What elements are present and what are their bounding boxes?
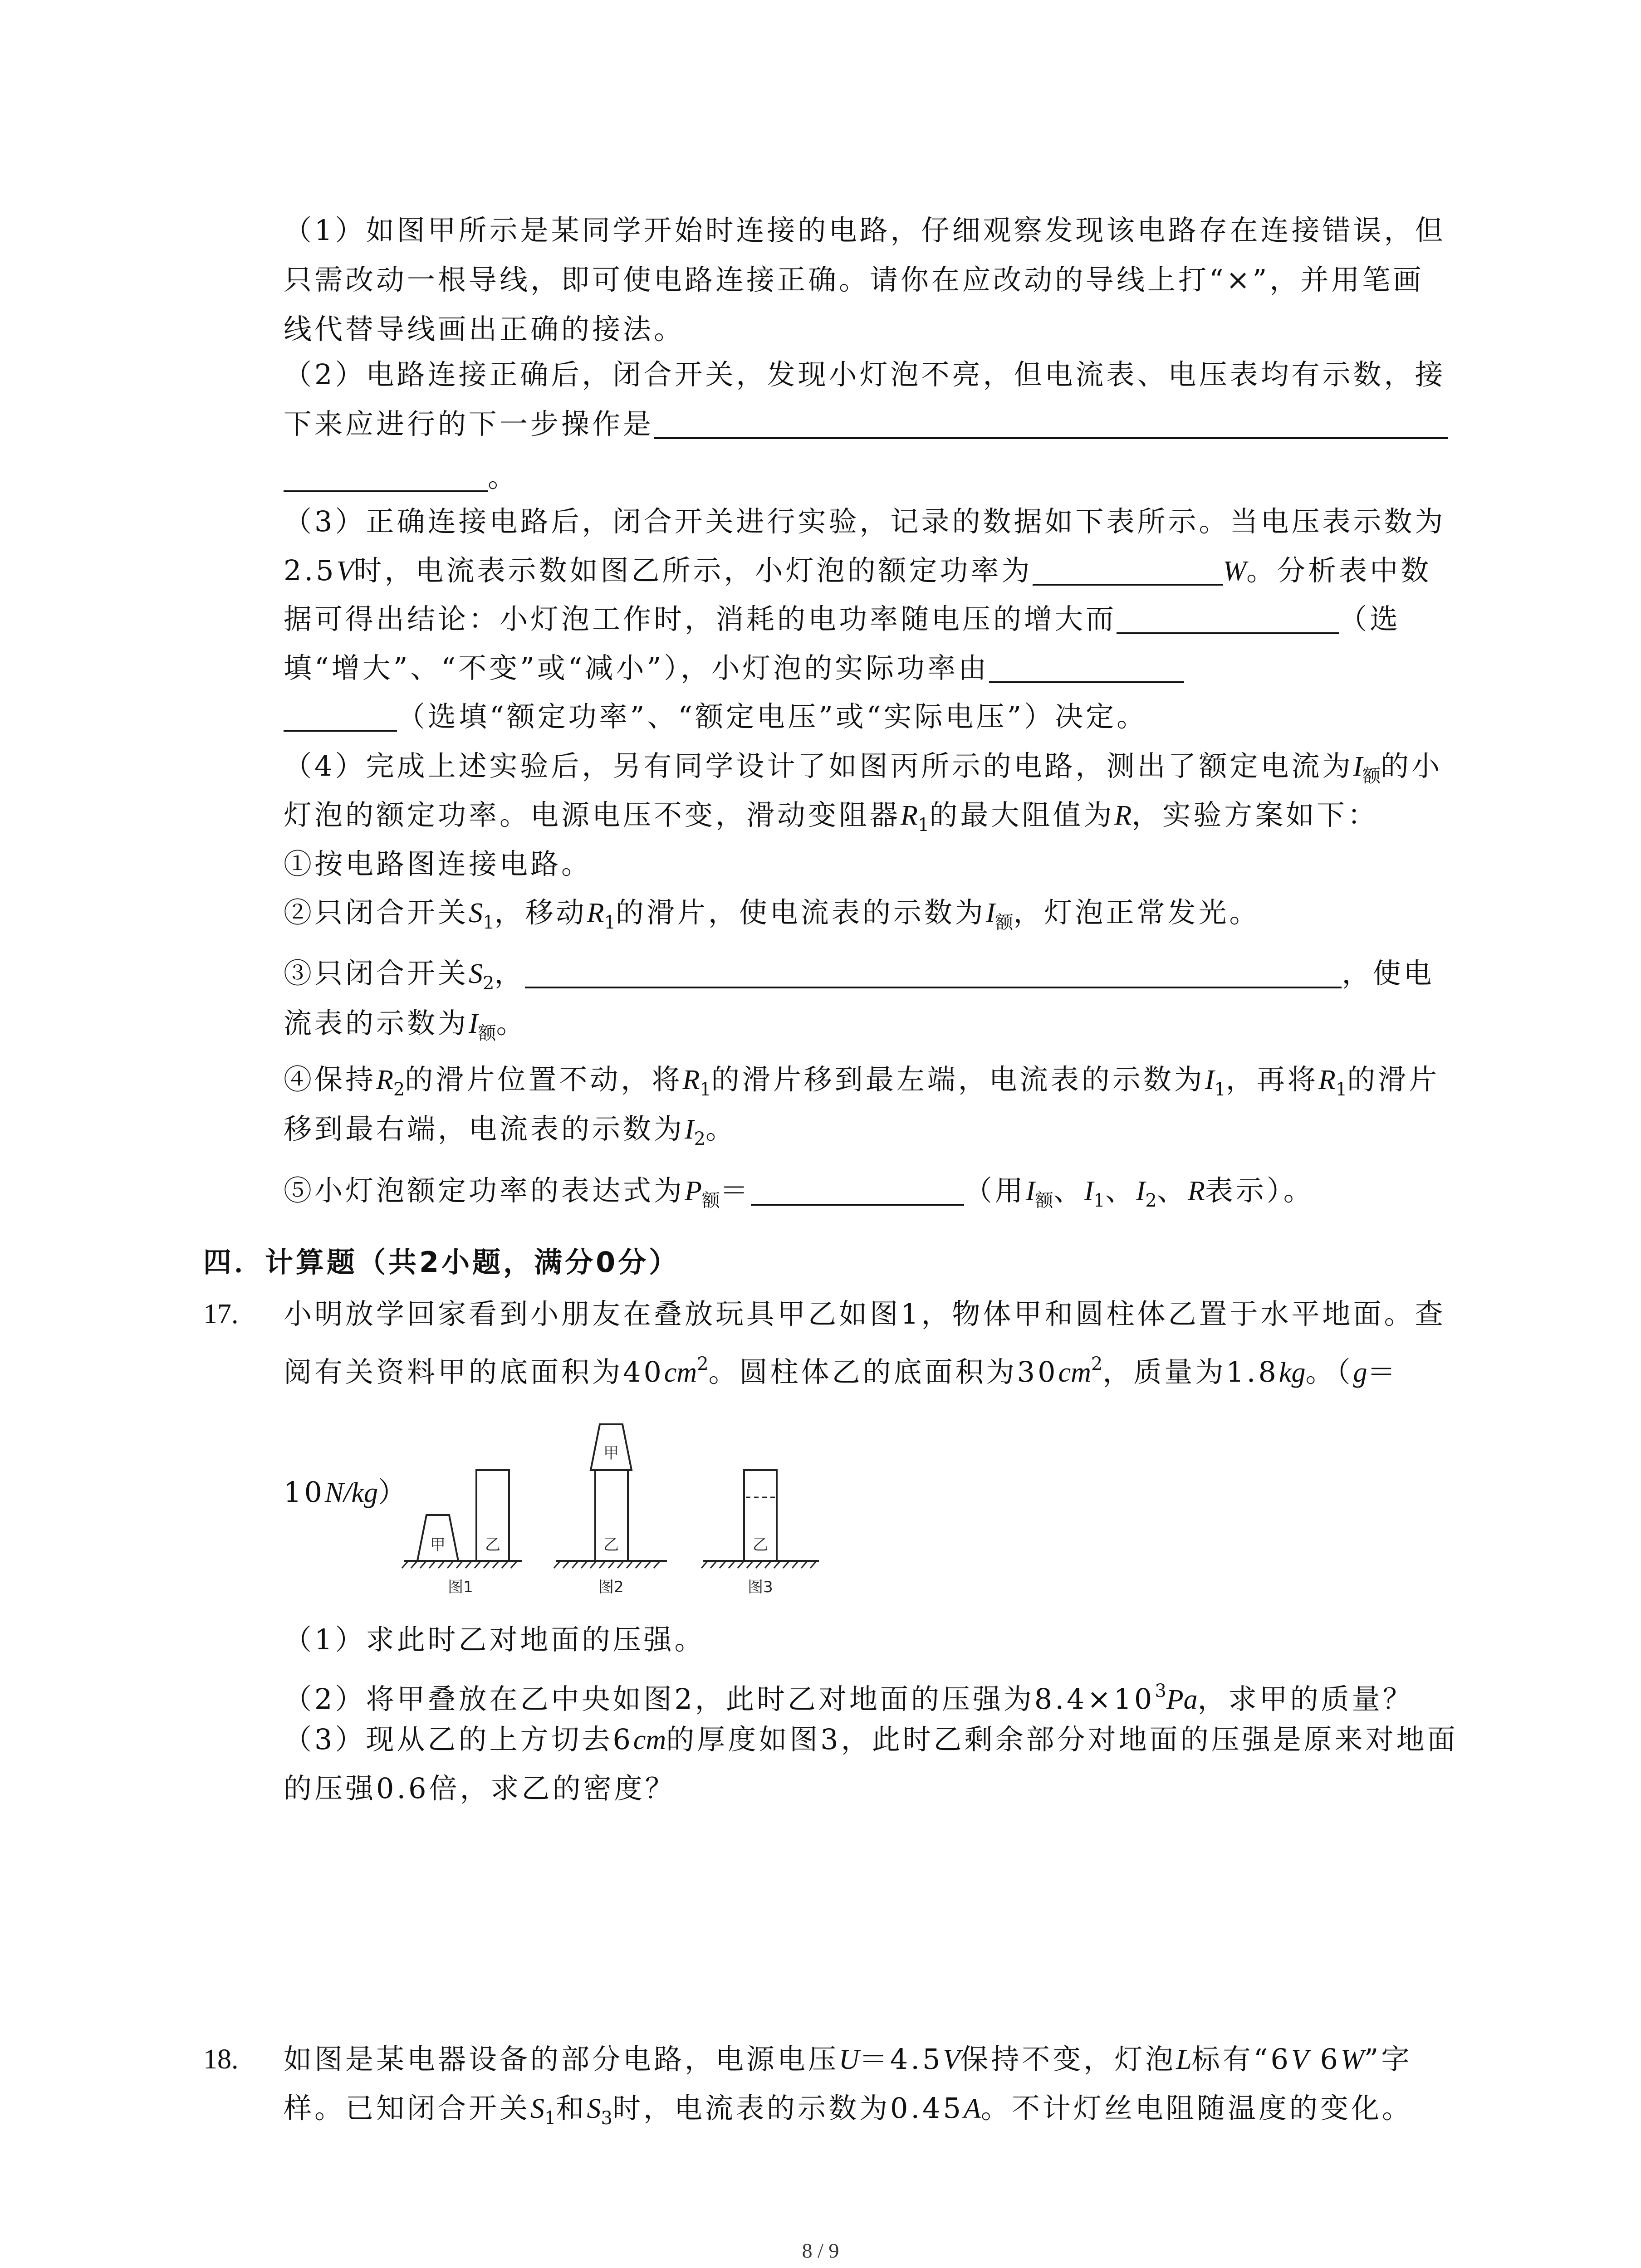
q17-sub2: （2）将甲叠放在乙中央如图2，此时乙对地面的压强为$8.4\times 10^3Pa$，求甲的质量？: [284, 1681, 1414, 1716]
ground-hatch: [402, 1561, 517, 1568]
q16-step4-line1: ④保持$R_2$的滑片位置不动，将$R_1$的滑片移到最左端，电流表的示数为$I_1$，再将$R_1$的滑片: [284, 1063, 1440, 1100]
label-yi: 乙: [485, 1536, 500, 1554]
figure-caption: 图1: [448, 1578, 473, 1596]
q17-sub3-line1: （3）现从乙的上方切去6cm的厚度如图3，此时乙剩余部分对地面的压强是原来对地面: [284, 1723, 1458, 1756]
answer-blank[interactable]: [284, 463, 488, 492]
q16-part2-line3: 。: [284, 459, 519, 495]
label-yi: 乙: [753, 1536, 768, 1554]
label-yi: 乙: [603, 1536, 619, 1554]
q16-step3-line1: ③只闭合开关$S_2$， ，使电: [284, 957, 1435, 994]
q16-part1-line2: 只需改动一根导线，即可使电路连接正确。请你在应改动的导线上打“×”，并用笔画: [284, 263, 1424, 296]
q17-sub1: （1）求此时乙对地面的压强。: [284, 1623, 705, 1656]
figure-caption: 图3: [748, 1578, 773, 1596]
answer-blank[interactable]: [1033, 557, 1223, 586]
answer-blank[interactable]: [284, 703, 397, 732]
q16-part3-line4: 填“增大”、“不变”或“减小”），小灯泡的实际功率由: [284, 650, 1184, 686]
q16-part2-line1: （2）电路连接正确后，闭合开关，发现小灯泡不亮，但电流表、电压表均有示数，接: [284, 358, 1446, 391]
page-number: 8 / 9: [802, 2239, 839, 2262]
q16-part2-line2: 下来应进行的下一步操作是: [284, 406, 1448, 442]
question-number: 17.: [203, 1299, 239, 1330]
q17-line2: 阅有关资料甲的底面积为$40cm^2$。圆柱体乙的底面积为$30cm^2$，质量为1.8kg。（g＝: [284, 1354, 1398, 1388]
q17-figure: [395, 1386, 830, 1606]
q16-part4-line2: 灯泡的额定功率。电源电压不变，滑动变阻器$R_1$的最大阻值为R，实验方案如下：: [284, 798, 1379, 836]
answer-blank[interactable]: [525, 959, 1342, 988]
q16-part3-line5: （选填“额定功率”、“额定电压”或“实际电压”）决定。: [284, 699, 1147, 735]
answer-blank[interactable]: [654, 410, 1448, 439]
answer-blank[interactable]: [989, 654, 1184, 683]
q16-part1-line1: （1）如图甲所示是某同学开始时连接的电路，仔细观察发现该电路存在连接错误，但: [284, 214, 1446, 247]
label-jia: 甲: [430, 1536, 446, 1554]
label-jia: 甲: [603, 1444, 619, 1462]
q17-sub3-line2: 的压强0.6倍，求乙的密度？: [284, 1772, 676, 1805]
q16-part3-line3: 据可得出结论：小灯泡工作时，消耗的电功率随电压的增大而 （选: [284, 602, 1401, 635]
question-number: 18.: [203, 2044, 239, 2075]
ground-hatch: [701, 1561, 817, 1568]
answer-blank[interactable]: [751, 1177, 964, 1206]
q18-line2: 样。已知闭合开关$S_1$和$S_3$时，电流表的示数为0.45A。不计灯丝电阻随温度的变化。: [284, 2092, 1413, 2129]
section-heading: 四．计算题（共2小题，满分0分）: [203, 1246, 680, 1279]
q16-part4-line1: （4）完成上述实验后，另有同学设计了如图丙所示的电路，测出了额定电流为$I_额$的小: [284, 749, 1443, 787]
figure-caption: 图2: [598, 1578, 624, 1596]
q18-line1: 如图是某电器设备的部分电路，电源电压U＝4.5V保持不变，灯泡L标有“6V 6W”字: [284, 2043, 1412, 2076]
q16-part3-line1: （3）正确连接电路后，闭合开关进行实验，记录的数据如下表所示。当电压表示数为: [284, 505, 1446, 538]
q16-step2: ②只闭合开关$S_1$，移动$R_1$的滑片，使电流表的示数为$I_额$，灯泡正常发光。: [284, 896, 1260, 933]
q16-part3-line2: 2.5V时，电流表示数如图乙所示，小灯泡的额定功率为 W。分析表中数: [284, 554, 1432, 587]
q16-part1-line3: 线代替导线画出正确的接法。: [284, 313, 685, 346]
q16-step1: ①按电路图连接电路。: [284, 847, 593, 880]
q16-step5: ⑤小灯泡额定功率的表达式为$P_额=$ （用$I_额$、$I_1$、$I_2$、R表示）。: [284, 1174, 1314, 1211]
q17-line1: 小明放学回家看到小朋友在叠放玩具甲乙如图1，物体甲和圆柱体乙置于水平地面。查: [284, 1297, 1446, 1330]
q16-step4-line2: 移到最右端，电流表的示数为$I_2$。: [284, 1112, 737, 1149]
ground-hatch: [554, 1561, 660, 1568]
q16-step3-line2: 流表的示数为$I_额$。: [284, 1007, 527, 1044]
q17-line3: 10N/kg）: [284, 1476, 409, 1509]
answer-blank[interactable]: [1117, 605, 1339, 634]
